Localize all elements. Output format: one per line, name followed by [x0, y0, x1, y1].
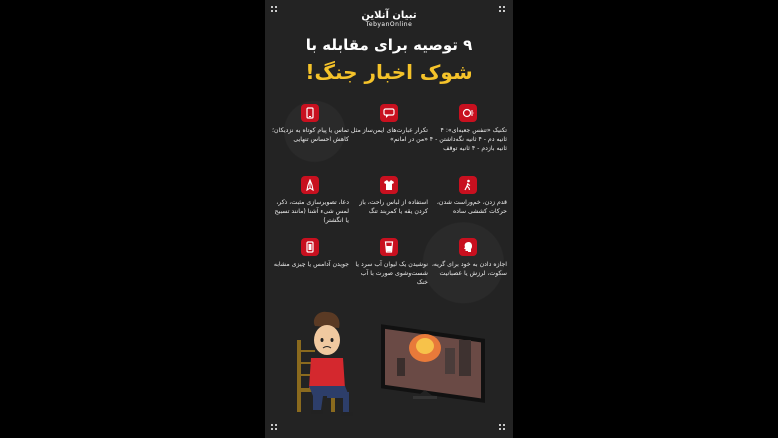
tip-text: تکرار عبارت‌های ایمن‌ساز مثل «من در امانم» — [350, 127, 428, 143]
tip-text: تماس یا پیام کوتاه به نزدیکان؛ کاهش احساس تنهایی — [272, 127, 349, 143]
walking-icon — [459, 176, 477, 194]
tip-card — [429, 104, 507, 153]
tip-text: جویدن آدامس یا چیزی مشابه — [273, 261, 349, 268]
title-line-1: ۹ توصیه برای مقابله با — [305, 36, 473, 54]
tip-card — [429, 176, 507, 216]
tip-card — [350, 176, 428, 216]
worried-man-watching-tv-illustration — [265, 300, 513, 430]
phone-message-icon — [301, 104, 319, 122]
tip-text: استفاده از لباس راحت، باز کردن یقه یا کمربند تنگ — [359, 199, 428, 215]
head-emotion-icon — [459, 238, 477, 256]
chewing-gum-icon — [301, 238, 319, 256]
tip-text: دعا، تصویرسازی مثبت، ذکر، لمس شیء آشنا (مانند تسبیح یا انگشتر) — [274, 199, 349, 224]
tip-text: قدم زدن، خم‌وراست شدن، حرکات کششی ساده — [436, 199, 507, 215]
logo-persian: تبیان آنلاین — [361, 10, 417, 21]
tv-icon — [381, 324, 485, 403]
tip-card — [271, 176, 349, 225]
tip-card — [271, 104, 349, 144]
tip-card — [350, 104, 428, 144]
logo-latin: TebyanOnline — [365, 21, 413, 28]
praying-hands-icon — [301, 176, 319, 194]
water-glass-icon — [380, 238, 398, 256]
shirt-icon — [380, 176, 398, 194]
tip-text: اجازه دادن به خود برای گریه، سکوت، لرزش یا عصبانیت — [431, 261, 507, 277]
tip-card — [350, 238, 428, 287]
breathing-icon — [459, 104, 477, 122]
tip-text: تکنیک «تنفس جعبه‌ای»: ۴ ثانیه دم - ۴ ثانیه نگه‌داشتن - ۴ ثانیه بازدم - ۴ ثانیه توقف — [429, 127, 507, 152]
brand-logo — [265, 10, 513, 28]
tip-card — [429, 238, 507, 278]
speech-bubble-icon — [380, 104, 398, 122]
title-line-2: شوک اخبار جنگ! — [305, 60, 473, 84]
tip-text: نوشیدن یک لیوان آب سرد یا شست‌وشوی صورت با آب خنک — [355, 261, 428, 286]
tip-card — [271, 238, 349, 269]
infographic-poster — [265, 0, 513, 438]
